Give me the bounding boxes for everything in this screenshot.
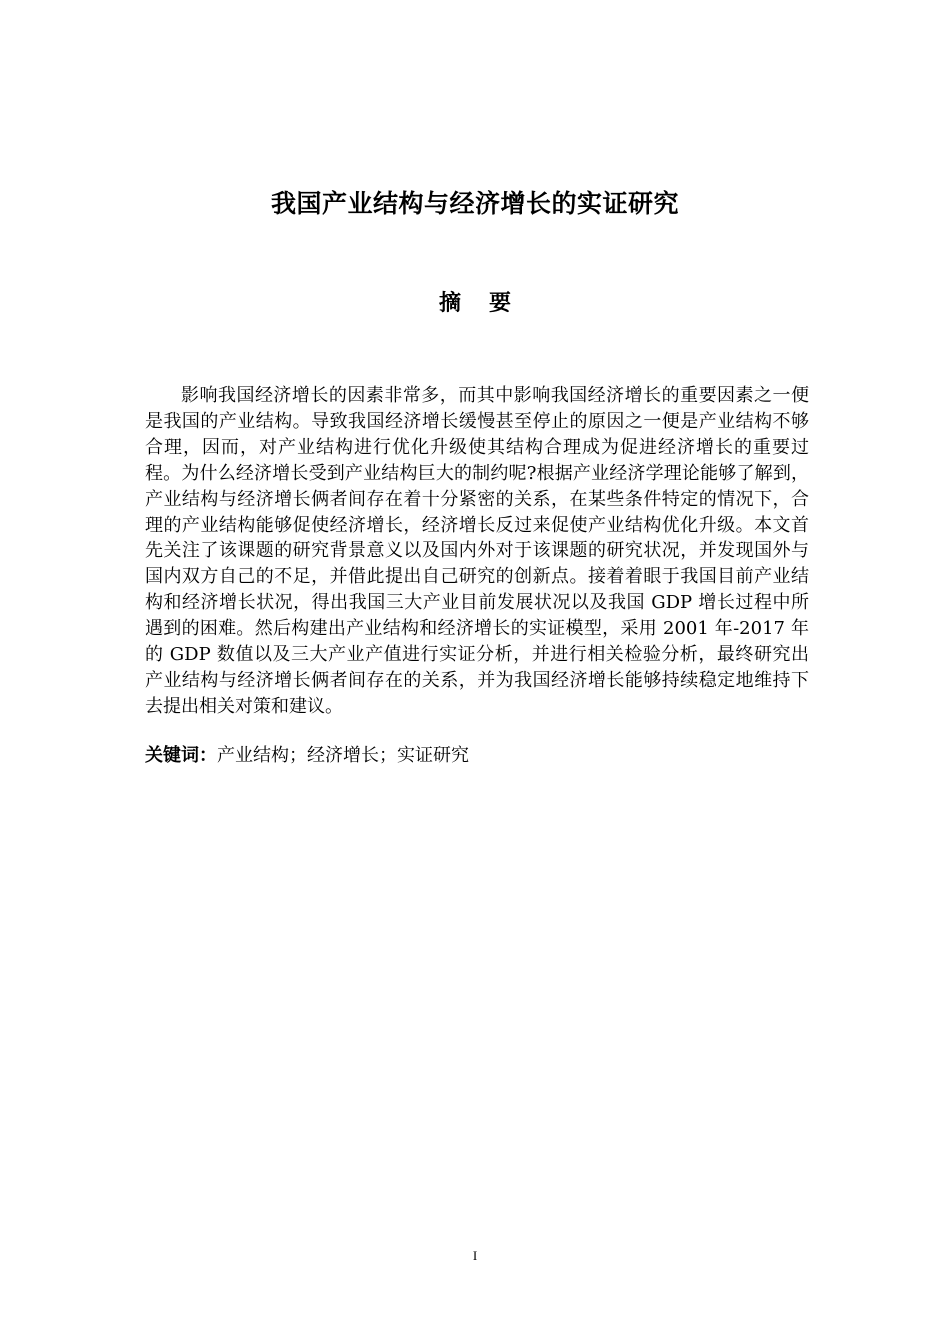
abstract-heading: 摘要 [438,291,539,316]
abstract-paragraph: 影响我国经济增长的因素非常多，而其中影响我国经济增长的重要因素之一便是我国的产业结构。导致我国经济增长缓慢甚至停止的原因之一便是产业结构不够合理，因而，对产业结构进行优化升级使其结构合理成为促进经济增长的重要过程。为什么经济增长受到产业结构巨大的制约呢?根据产业经济学理论能够了解到，产业结构与经济增长俩者间存在着十分紧密的关系，在某些条件特定的情况下，合理的产业结构能够促使经济增长，经济增长反过来促使产业结构优化升级。本文首先关注了该课题的研究背景意义以及国内外对于该课题的研究状况，并发现国外与国内双方自己的不足，并借此提出自己研究的创新点。接着着眼于我国目前产业结构和经济增长状况，得出我国三大产业目前发展状况以及我国 GDP 增长过程中所遇到的困难。然后构建出产业结构和经济增长的实证模型，采用 2001 年-2017 年的 GDP 数值以及三大产业产值进行实证分析，并进行相关检验分析，最终研究出产业结构与经济增长俩者间存在的关系，并为我国经济增长能够持续稳定地维持下去提出相关对策和建议。 [145,385,809,717]
keywords-text: 产业结构；经济增长；实证研究 [217,745,469,766]
page-number: I [472,1248,478,1263]
keywords-line [145,743,809,769]
paper-title: 我国产业结构与经济增长的实证研究 [270,189,679,218]
keywords-label: 关键词： [145,745,217,766]
